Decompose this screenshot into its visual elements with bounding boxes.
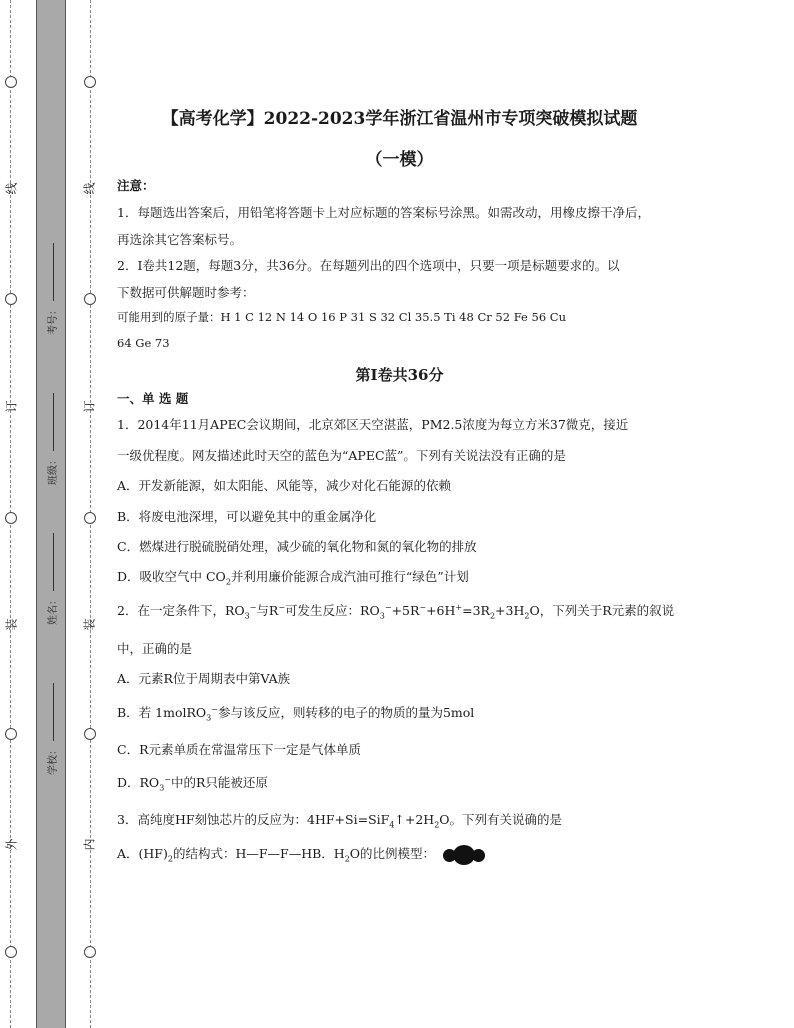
- q1-stem-a: 1．2014年11月APEC会议期间，北京郊区天空湛蓝，PM2.5浓度为每立方米37微克，接近: [117, 417, 629, 432]
- water-space-filling-model: [443, 846, 489, 864]
- margin-char-ding-inner: 订: [82, 400, 97, 413]
- margin-hole: [84, 946, 96, 958]
- q1-option-a: A．开发新能源，如太阳能、风能等，减少对化石能源的依赖: [117, 478, 452, 493]
- margin-char-ding: 订: [4, 400, 19, 413]
- notes-heading: 注意：: [117, 178, 155, 193]
- school-label: 学校：: [48, 745, 59, 775]
- note-1b: 再选涂其它答案标号。: [117, 232, 243, 247]
- q2-option-a: A．元素R位于周期表中第VA族: [117, 671, 291, 686]
- note-3b: 64 Ge 73: [117, 336, 170, 350]
- margin-hole: [84, 76, 96, 88]
- margin-hole: [5, 728, 17, 740]
- note-2b: 下数据可供解题时参考：: [117, 285, 255, 300]
- exam-number-label: 考号：: [48, 305, 59, 335]
- q1-option-d: D．吸收空气中 $CO_2$并利用廉价能源合成汽油可推行“绿色”计划: [117, 569, 469, 587]
- margin-hole: [5, 512, 17, 524]
- margin-hole: [5, 946, 17, 958]
- margin-char-zhuang: 装: [4, 618, 19, 631]
- margin-hole: [5, 76, 17, 88]
- q3-stem: 3．高纯度HF刻蚀芯片的反应为：$4HF+Si=SiF_4↑+2H_2O$。下列有关说确的是: [117, 812, 563, 830]
- margin-char-wai: 外: [4, 838, 19, 851]
- hydrogen-atom: [472, 849, 485, 862]
- exam-number-field[interactable]: [44, 243, 59, 335]
- q2-stem-a: 2．在一定条件下，$RO_3^-$与R−可发生反应：$RO_3^-+5R^-+6H^+=3R_2+3H_2O$，下列关于R元素的叙说: [117, 602, 675, 621]
- binding-gutter: [36, 0, 66, 1028]
- class-field[interactable]: [44, 393, 59, 485]
- margin-char-line: 线: [4, 182, 19, 195]
- page-subtitle: （一模）: [365, 150, 434, 170]
- class-label: 班级：: [48, 455, 59, 485]
- q1-option-b: B．将废电池深埋，可以避免其中的重金属净化: [117, 509, 377, 524]
- q2-option-c: C．R元素单质在常温常压下一定是气体单质: [117, 742, 361, 757]
- margin-char-line-inner: 线: [82, 182, 97, 195]
- margin-hole: [84, 293, 96, 305]
- name-field[interactable]: [44, 533, 59, 625]
- section-title: 第I卷共36分: [355, 366, 444, 384]
- q3-option-a: A．$(HF)_2$的结构式：H—F—F—HB．$H_2O$的比例模型：: [117, 844, 489, 864]
- margin-char-nei: 内: [82, 838, 97, 851]
- margin-char-zhuang-inner: 装: [82, 618, 97, 631]
- margin-hole: [5, 293, 17, 305]
- page-title: 【高考化学】2022-2023学年浙江省温州市专项突破模拟试题: [161, 109, 638, 129]
- name-label: 姓名：: [48, 595, 59, 625]
- margin-hole: [84, 512, 96, 524]
- q1-stem-b: 一级优程度。网友描述此时天空的蓝色为“APEC蓝”。下列有关说法没有正确的是: [117, 448, 566, 463]
- q2-option-d: D．$RO_3^-$中的R只能被还原: [117, 774, 268, 793]
- q2-option-b: B．若 1molRO$_3$−参与该反应，则转移的电子的物质的量为5mol: [117, 704, 475, 723]
- note-1a: 1．每题选出答案后，用铅笔将答题卡上对应标题的答案标号涂黑。如需改动，用橡皮擦干净后，: [117, 205, 650, 220]
- margin-hole: [84, 728, 96, 740]
- part-heading: 一、单 选 题: [117, 391, 189, 406]
- note-2a: 2．I卷共12题，每题3分，共36分。在每题列出的四个选项中，只要一项是标题要求的。以: [117, 258, 620, 273]
- note-3a: 可能用到的原子量：H 1 C 12 N 14 O 16 P 31 S 32 Cl 35.5 Ti 48 Cr 52 Fe 56 Cu: [117, 310, 567, 324]
- school-field[interactable]: [44, 683, 59, 775]
- q1-option-c: C．燃煤进行脱硫脱硝处理，减少硫的氧化物和氮的氧化物的排放: [117, 539, 477, 554]
- q2-stem-b: 中，正确的是: [117, 641, 193, 656]
